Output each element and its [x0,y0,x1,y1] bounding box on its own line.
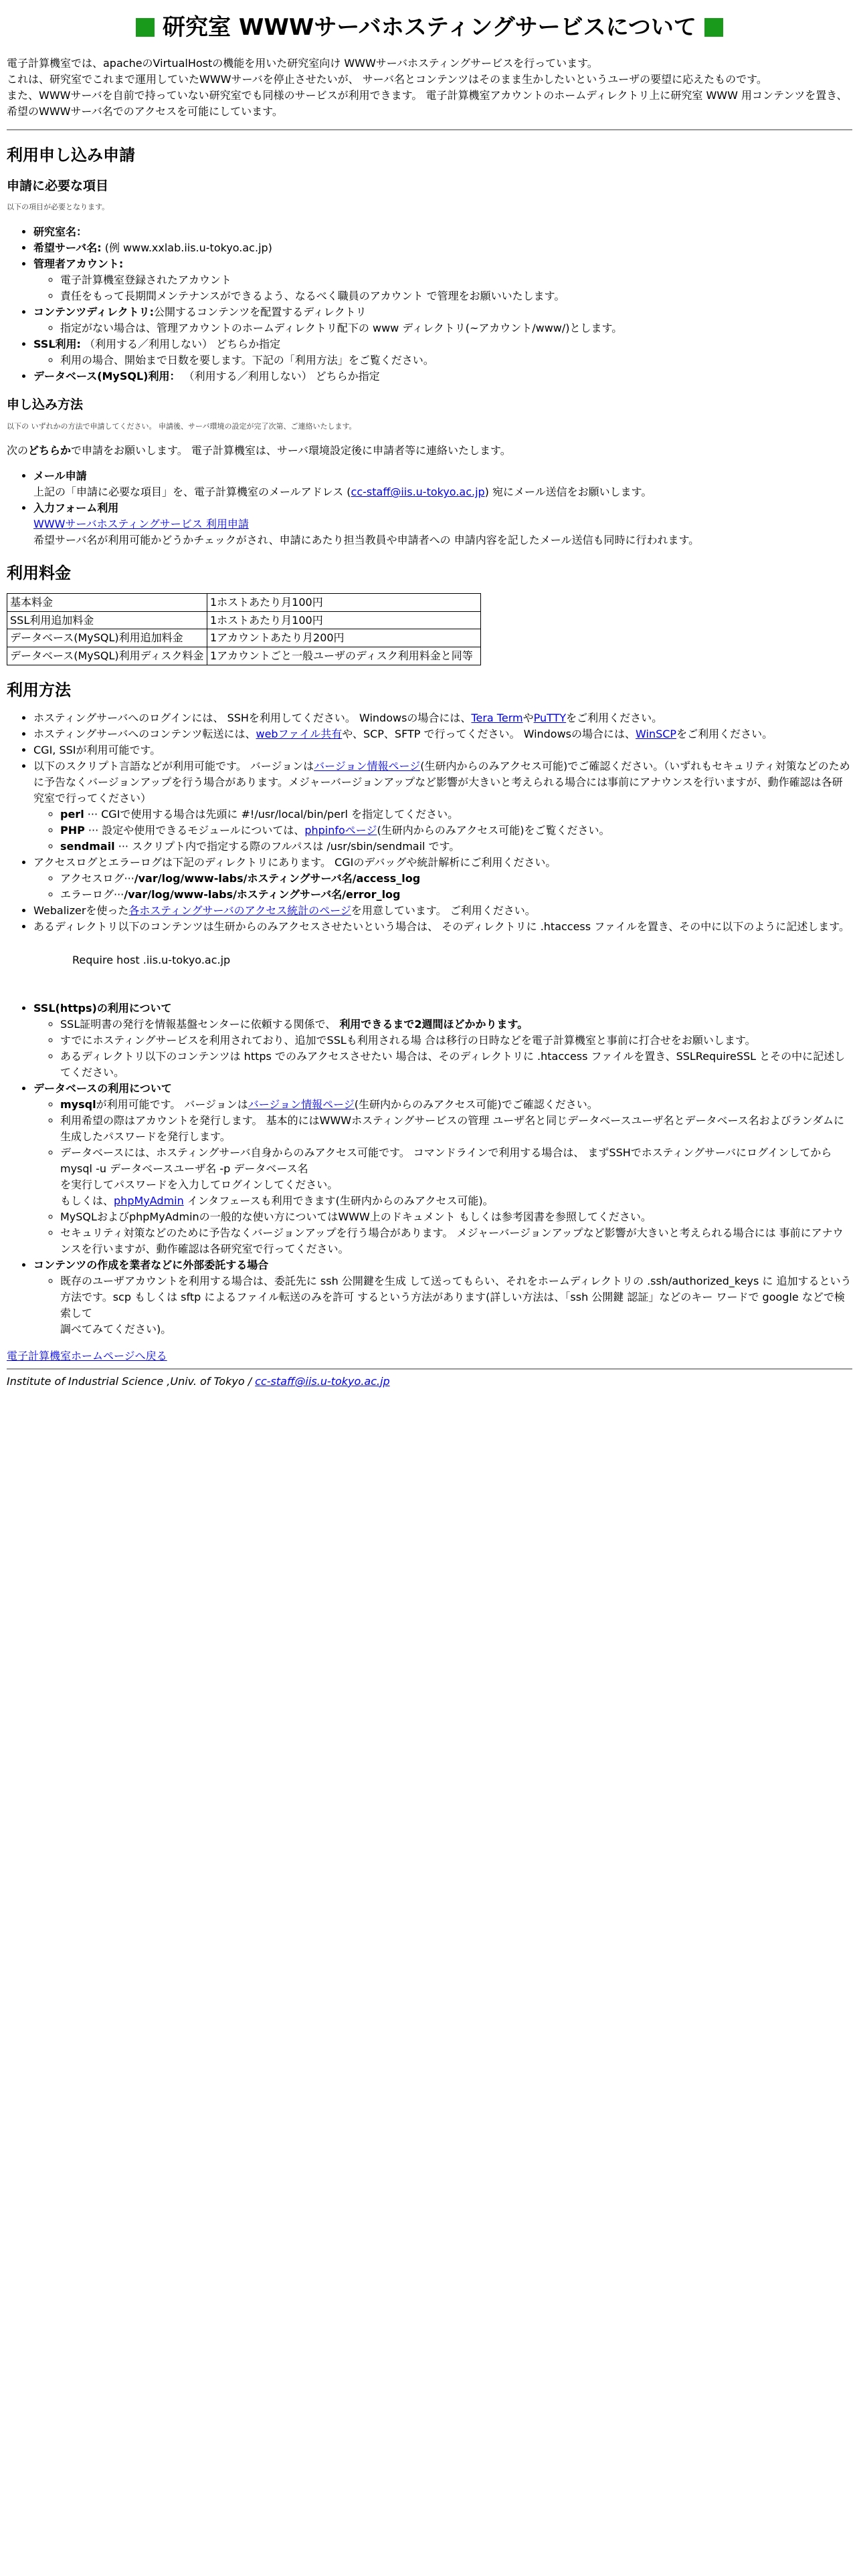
green-square-icon [704,18,723,37]
php-text: (生研内からのみアクセス可能)をご覧ください。 [377,823,610,837]
divider [7,1368,852,1370]
webalizer-text: を用意しています。 ご利用ください。 [351,903,536,917]
admin-account-label: 管理者アカウント: [33,257,124,270]
list-item [60,823,852,839]
ssl-label: SSL利用: [33,337,81,350]
scripts-text: 以下のスクリプト言語などが利用可能です。 バージョンは [33,759,314,772]
required-items-heading: 申請に必要な項目 [7,178,109,193]
phpmyadmin-link[interactable]: phpMyAdmin [114,1194,184,1207]
version-info-link[interactable]: バージョン情報ページ [314,759,421,772]
footer-email-link[interactable]: cc-staff@iis.u-tokyo.ac.jp [255,1374,390,1388]
sub-list [33,1097,852,1257]
winscp-link[interactable]: WinSCP [636,727,677,740]
table-row [7,594,481,612]
list-item [33,240,852,256]
list-item [60,807,852,823]
sendmail-label: sendmail [60,839,115,853]
table-row [7,629,481,647]
apply-method-list [7,468,852,548]
list-item: • CGI, SSIが利用可能です。 [33,742,852,758]
intro-line: これは、研究室でこれまで運用していたWWWサーバを停止させたいが、 サーバ名とコンテンツはそのまま生かしたいというユーザの要望に応えたものです。 [7,72,767,86]
table-cell: SSL利用追加料金 [7,611,207,629]
table-row [7,647,481,665]
list-item [33,1257,852,1337]
page-title [7,13,852,42]
mail-apply-text: 上記の「申請に必要な項目」を、電子計算機室のメールアドレス ( [33,486,351,499]
perl-label: perl [60,807,84,821]
lead-text: 次の [7,444,29,457]
apply-method-lead [7,443,852,459]
usage-heading: 利用方法 [7,680,71,700]
form-apply-label: 入力フォーム利用 [33,502,119,515]
login-text: ホスティングサーバへのログインには、 SSHを利用してください。 Windowsの場合には、 [33,711,472,724]
ssl-text: SSL証明書の発行を情報基盤センターに依頼する関係で、 [60,1017,340,1031]
list-item [33,710,852,726]
content-dir-label: コンテンツディレクトリ: [33,305,154,318]
intro-line: 電子計算機室では、apacheのVirtualHostの機能を用いた研究室向け WWWサーバホスティングサービスを行っています。 [7,56,598,70]
web-file-share-link[interactable]: webファイル共有 [256,727,343,740]
logs-text: アクセスログとエラーログは下記のディレクトリにあります。 CGIのデバッグや統計解析にご利用ください。 [33,855,557,869]
sub-list [33,320,852,336]
content-dir-text: 公開するコンテンツを配置するディレクトリ [154,305,367,318]
server-name-label: 希望サーバ名: [33,241,102,254]
back-home-link[interactable]: 電子計算機室ホームページへ戻る [7,1349,167,1362]
list-item: ◦ 指定がない場合は、管理アカウントのホームディレクトリ配下の www ディレクトリ(~アカウント/www/)とします。 [60,320,852,336]
sub-list [33,807,852,855]
table-row [7,611,481,629]
green-square-icon [136,18,155,37]
tera-term-link[interactable]: Tera Term [471,711,523,724]
list-item [60,1016,852,1033]
login-text: をご利用ください。 [566,711,663,724]
login-text: や [522,711,534,724]
external-text: 既存のユーザアカウントを利用する場合は、委託先に ssh 公開鍵を生成 して送ってもらい、それをホームディレクトリの .ssh/authorized_keys に 追加するという方法です。scp もしくは sftp によるファイル転送のみを許可 するという方法があります(詳しい方法は、「ssh 公開鍵 認証」などのキー ワードで google などで検索して [60,1274,852,1319]
table-cell: データベース(MySQL)利用ディスク料金 [7,647,207,665]
apply-form-link[interactable]: WWWサーバホスティングサービス 利用申請 [33,518,249,531]
list-item: ◦ すでにホスティングサービスを利用されており、追加でSSLも利用される場 合は移行の日時などを電子計算機室と事前に打合せをお願いします。 [60,1033,852,1049]
db-text: データベースには、ホスティングサーバ自身からのみアクセス可能です。 コマンドラインで利用する場合は、 まずSSHでホスティングサーバにログインしてから [60,1146,832,1159]
lead-text: で申請をお願いします。 電子計算機室は、サーバ環境設定後に申請者等に連絡いたします。 [71,444,511,457]
table-cell: 基本料金 [7,594,207,612]
access-log-path: /var/log/www-labs/ホスティングサーバ名/access_log [134,871,421,885]
putty-link[interactable]: PuTTY [533,711,567,724]
transfer-text: や、SCP、SFTP で行ってください。 Windowsの場合には、 [342,727,636,740]
page-title-text: 研究室 WWWサーバホスティングサービスについて [163,14,696,41]
db-text: もしくは、 [60,1194,114,1207]
list-item [60,887,852,903]
sub-list [33,272,852,304]
external-heading: コンテンツの作成を業者などに外部委託する場合 [33,1258,269,1271]
footer-address [7,1374,852,1390]
list-item [33,336,852,368]
database-text: （利用する／利用しない） どちらか指定 [180,369,380,383]
sendmail-text: ··· スクリプト内で指定する際のフルパスは /usr/sbin/sendmail です。 [114,839,460,853]
list-item [33,256,852,304]
mysql-command: mysql -u データベースユーザ名 -p データベース名 [60,1162,308,1175]
intro-line: また、WWWサーバを自前で持っていない研究室でも同様のサービスが利用できます。 電子計算機室アカウントのホームディレクトリ上に研究室 WWW 用コンテンツを置き、 希望のWWWサーバ名でのアクセスを可能にしています。 [7,88,848,118]
intro-paragraph [7,56,852,120]
list-item [33,500,852,548]
ssl-usage-heading: SSL(https)の利用について [33,1001,172,1014]
required-items-note: 以下の項目が必要となります。 [7,203,110,212]
address-text: Institute of Industrial Science ,Univ. of Tokyo / [7,1374,256,1388]
fees-table [7,593,481,665]
sub-list [33,352,852,368]
list-item: ◦ セキュリティ対策などのために予告なくバージョンアップを行う場合があります。 メジャーバージョンアップなど影響が大きいと考えられる場合には 事前にアナウンスを行いますが、動作確認は各研究室で行ってください。 [60,1225,852,1257]
access-log-label: アクセスログ··· [60,871,134,885]
sub-list [33,1016,852,1081]
db-usage-heading: データベースの利用について [33,1081,172,1095]
list-item [60,839,852,855]
db-text: インタフェースも利用できます(生研内からのみアクセス可能)。 [183,1194,494,1207]
restrict-text: あるディレクトリ以下のコンテンツは生研からのみアクセスさせたいという場合は、 そのディレクトリに .htaccess ファイルを置き、その中に以下のように記述します。 [33,920,850,933]
access-stats-link[interactable]: 各ホスティングサーバのアクセス統計のページ [128,903,351,917]
table-cell: 1アカウントあたり月200円 [207,629,481,647]
transfer-text: ホスティングサーバへのコンテンツ転送には、 [33,727,256,740]
list-item [33,919,852,968]
list-item [33,758,852,855]
sub-list [33,871,852,903]
list-item: ◦ 責任をもって長期間メンテナンスができるよう、なるべく職員のアカウント で管理をお願いいたします。 [60,288,852,304]
apply-method-note: 以下の いずれかの方法で申請してください。 申請後、サーバ環境の設定が完了次第、ご連絡いたします。 [7,421,357,431]
usage-list [7,710,852,1337]
list-item [33,903,852,919]
apply-heading: 利用申し込み申請 [7,145,135,165]
error-log-path: /var/log/www-labs/ホスティングサーバ名/error_log [124,887,401,901]
staff-email-link[interactable]: cc-staff@iis.u-tokyo.ac.jp [351,486,485,499]
mail-apply-text: ) 宛にメール送信をお願いします。 [484,486,652,499]
database-label: データベース(MySQL)利用： [33,369,181,383]
server-name-example: (例 www.xxlab.iis.u-tokyo.ac.jp) [101,241,272,254]
list-item: ◦ 利用希望の際はアカウントを発行します。 基本的にはWWWホスティングサービスの管理 ユーザ名と同じデータベースユーザ名とデータベース名およびランダムに 生成したパスワードを発行します。 [60,1113,852,1145]
mail-apply-label: メール申請 [33,469,87,483]
list-item: ◦ あるディレクトリ以下のコンテンツは https でのみアクセスさせたい 場合は、そのディレクトリに .htaccess ファイルを置き、SSLRequireSSL とその中に記述してください。 [60,1049,852,1081]
table-cell: 1ホストあたり月100円 [207,594,481,612]
db-text: を実行してパスワードを入力してログインしてください。 [60,1178,339,1191]
db-text: (生研内からのみアクセス可能)でご確認ください。 [354,1097,598,1111]
list-item [60,1097,852,1113]
table-cell: データベース(MySQL)利用追加料金 [7,629,207,647]
table-cell: 1ホストあたり月100円 [207,611,481,629]
list-item [33,1000,852,1081]
ssl-text: （利用する／利用しない） どちらか指定 [80,337,281,350]
list-item: ◦ 利用の場合、開始まで日数を要します。下記の「利用方法」をご覧ください。 [60,352,852,368]
db-version-info-link[interactable]: バージョン情報ページ [248,1097,355,1111]
list-item [33,368,852,385]
apply-method-heading: 申し込み方法 [7,397,84,412]
external-text: 調べてみてください)。 [60,1322,172,1335]
list-item [60,1273,852,1337]
list-item [60,1145,852,1209]
list-item [33,1081,852,1257]
webalizer-text: Webalizerを使った [33,903,129,917]
fees-heading: 利用料金 [7,564,71,583]
perl-text: ··· CGIで使用する場合は先頭に #!/usr/local/bin/perl を指定してください。 [84,807,459,821]
divider [7,129,852,130]
transfer-text: をご利用ください。 [676,727,773,740]
mysql-label: mysql [60,1097,96,1111]
list-item [33,855,852,903]
lab-name-label: 研究室名： [33,225,88,238]
table-cell: 1アカウントごと一般ユーザのディスク利用料金と同等 [207,647,481,665]
list-item [33,224,852,240]
list-item: ◦ MySQLおよびphpMyAdminの一般的な使い方についてはWWW上のドキュメント もしくは参考図書を参照してください。 [60,1209,852,1225]
list-item [33,468,852,500]
phpinfo-link[interactable]: phpinfoページ [304,823,377,837]
required-items-list [7,224,852,385]
lead-emphasis: どちらか [28,444,72,457]
sub-list [33,1273,852,1337]
list-item: ◦ 電子計算機室登録されたアカウント [60,272,852,288]
ssl-emphasis: 利用できるまで2週間ほどかかります。 [339,1017,529,1031]
list-item [33,726,852,742]
htaccess-example: Require host .iis.u-tokyo.ac.jp [72,953,231,966]
php-label: PHP [60,823,85,837]
form-apply-text: 希望サーバ名が利用可能かどうかチェックがされ、申請にあたり担当教員や申請者への 申請内容を記したメール送信も同時に行われます。 [33,534,700,547]
error-log-label: エラーログ··· [60,887,124,901]
list-item [33,304,852,336]
scripts-text: (生研内からのみアクセス可能)でご確認ください。（いずれもセキュリティ対策などのために予告なくバージョンアップを行う場合があります。メジャーバージョンアップなど影響が大きいと考えられる場合には事前にアナウンスを行いますが、動作確認は各研究室で行ってください） [33,759,850,804]
list-item [60,871,852,887]
php-text: ··· 設定や使用できるモジュールについては、 [84,823,305,837]
db-text: が利用可能です。 バージョンは [96,1097,248,1111]
